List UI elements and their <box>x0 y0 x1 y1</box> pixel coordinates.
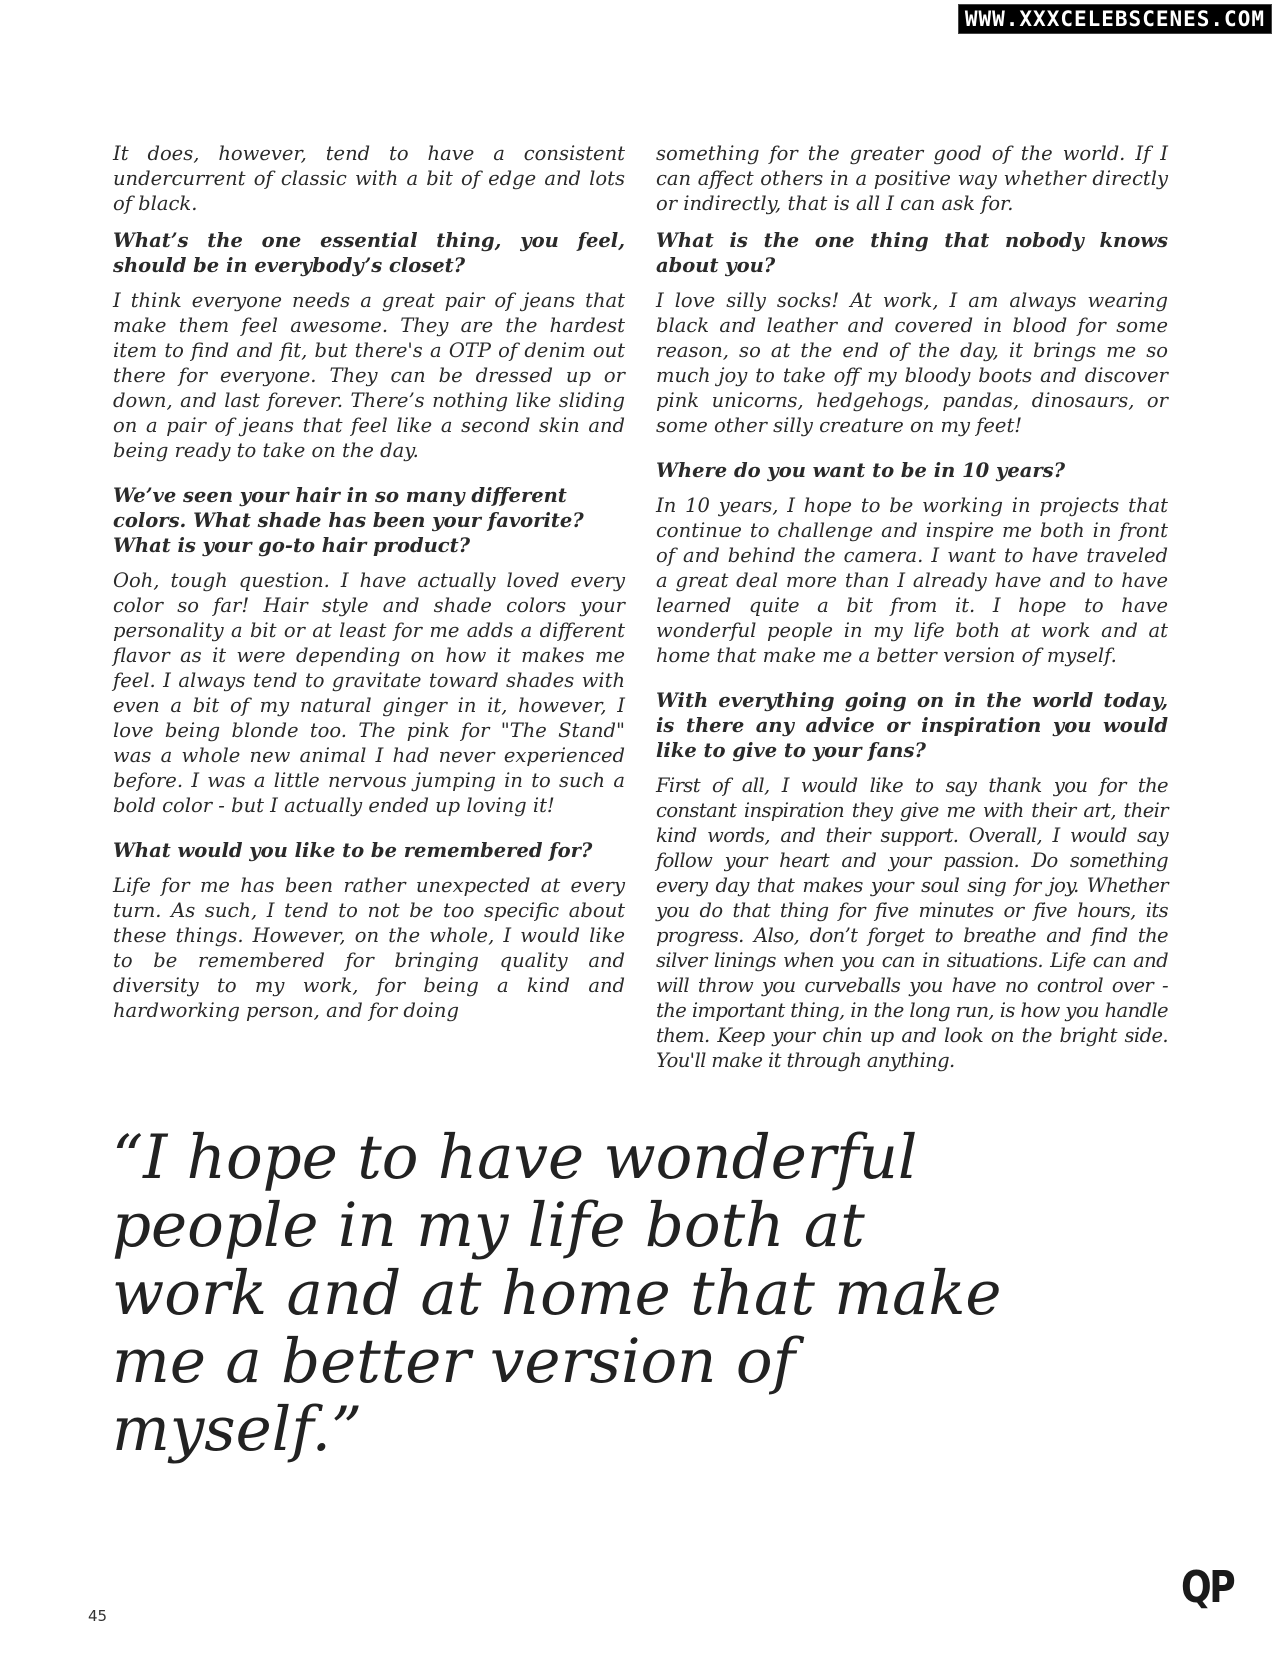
right-column <box>656 141 1168 1085</box>
answer-paragraph: Life for me has been rather unexpected at every turn. As such, I tend to not be too specific about these things. However, on the whole, I would like to be remembered for bringing quality and diversity to my work, for being a kind and hardworking person, and for doing <box>113 874 625 1022</box>
question-heading: What’s the one essential thing, you feel, should be in everybody’s closet? <box>113 229 625 277</box>
question-heading: What would you like to be remembered for? <box>113 839 593 862</box>
question-heading: What is the one thing that nobody knows about you? <box>656 229 1168 277</box>
answer-paragraph: In 10 years, I hope to be working in projects that continue to challenge and inspire me both in front of and behind the camera. I want to have traveled a great deal more than I already have and to have learned quite a bit from it. I hope to have wonderful people in my life both at work and at home that make me a better version of myself. <box>656 494 1168 667</box>
page-number: 45 <box>88 1607 108 1625</box>
question-heading: We’ve seen your hair in so many different colors. What shade has been your favorite? What is your go-to hair product? <box>113 484 584 557</box>
answer-paragraph: I love silly socks! At work, I am always wearing black and leather and covered in blood for some reason, so at the end of the day, it brings me so much joy to take off my bloody boots and discover pink unicorns, hedgehogs, pandas, dinosaurs, or some other silly creature on my feet! <box>656 289 1168 437</box>
pull-quote: “I hope to have wonderful people in my life both at work and at home that make me a better version of myself.” <box>112 1122 1002 1465</box>
answer-paragraph: First of all, I would like to say thank you for the constant inspiration they give me with their art, their kind words, and their support. Overall, I would say follow your heart and your passion. Do something every day that makes your soul sing for joy. Whether you do that thing for five minutes or five hours, its progress. Also, don’t forget to breathe and find the silver linings when you can in situations. Life can and will throw you curveballs you have no control over - the important thing, in the long run, is how you handle them. Keep your chin up and look on the bright side. You'll make it through anything. <box>656 774 1168 1072</box>
watermark-banner: WWW.XXXCELEBSCENES.COM <box>958 4 1272 34</box>
answer-paragraph: It does, however, tend to have a consistent undercurrent of classic with a bit of edge and lots of black. <box>113 142 625 215</box>
left-column <box>113 141 625 1035</box>
magazine-logo: QP <box>1181 1562 1234 1613</box>
question-heading: Where do you want to be in 10 years? <box>656 459 1066 482</box>
answer-paragraph: something for the greater good of the world. If I can affect others in a positive way whether directly or indirectly, that is all I can ask for. <box>656 142 1168 215</box>
answer-paragraph: I think everyone needs a great pair of jeans that make them feel awesome. They are the hardest item to find and fit, but there's a OTP of denim out there for everyone. They can be dressed up or down, and last forever. There’s nothing like sliding on a pair of jeans that feel like a second skin and being ready to take on the day. <box>113 289 625 462</box>
answer-paragraph: Ooh, tough question. I have actually loved every color so far! Hair style and shade colors your personality a bit or at least for me adds a different flavor as it were depending on how it makes me feel. I always tend to gravitate toward shades with even a bit of my natural ginger in it, however, I love being blonde too. The pink for "The Stand" was a whole new animal I had never experienced before. I was a little nervous jumping in to such a bold color - but I actually ended up loving it! <box>113 569 625 817</box>
question-heading: With everything going on in the world today, is there any advice or inspiration you would like to give to your fans? <box>656 689 1168 762</box>
